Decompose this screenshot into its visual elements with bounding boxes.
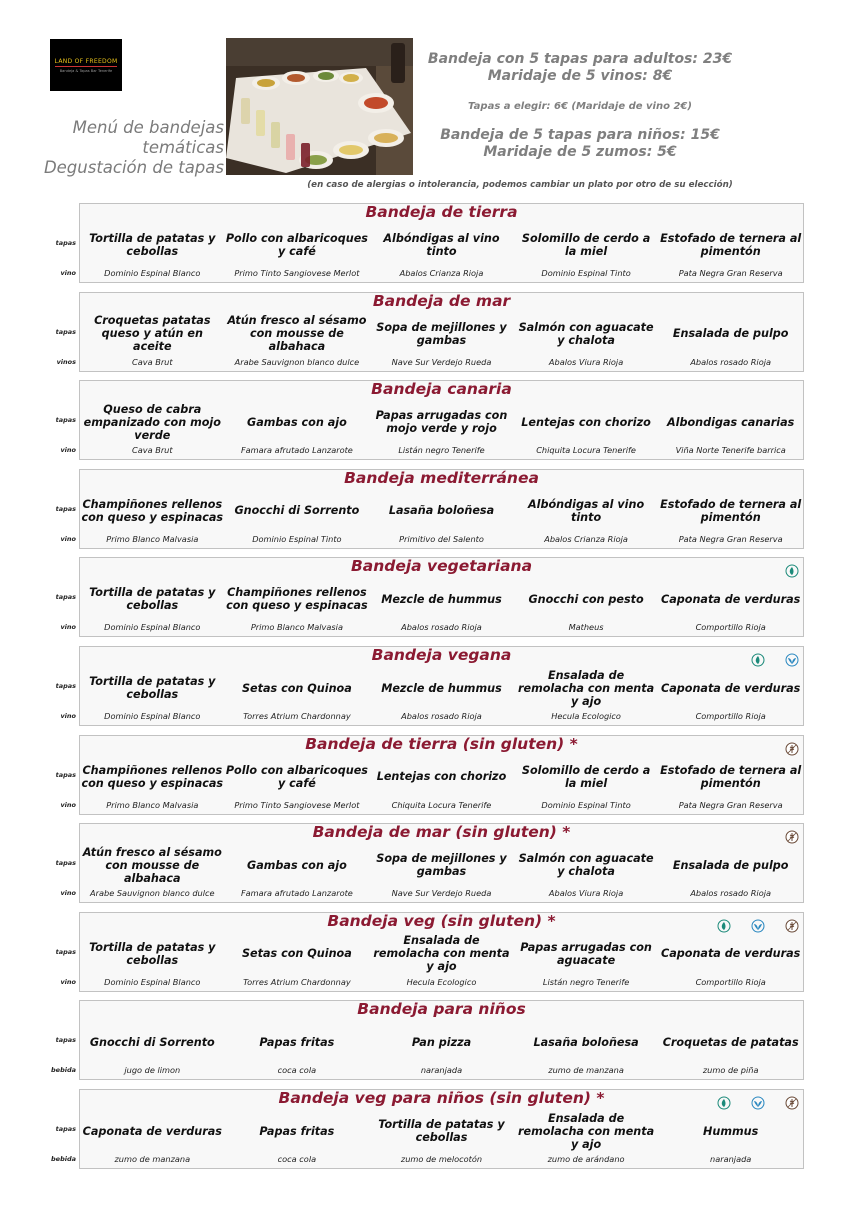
- tapa-item: Gnocchi di Sorrento: [234, 504, 360, 518]
- drink-row: [80, 799, 803, 812]
- tapas-row-label: tapas: [55, 1036, 76, 1045]
- tapas-row-label: tapas: [55, 593, 76, 602]
- tapa-item: Estofado de ternera al pimentón: [660, 232, 802, 258]
- choose-price: Tapas a elegir: 6€ (Maridaje de vino 2€): [468, 101, 692, 112]
- tapa-item: Tortilla de patatas y cebollas: [89, 586, 216, 613]
- drink-item: Dominio Espinal Tinto: [541, 799, 631, 810]
- drink-row: [80, 621, 803, 634]
- drink-item: Abalos rosado Rioja: [690, 356, 772, 367]
- tray: [51, 1089, 804, 1169]
- logo-title: LAND OF FREEDOM: [54, 57, 118, 65]
- vegetarian-icon: [717, 1095, 731, 1109]
- drink-item: Pata Negra Gran Reserva: [678, 533, 783, 544]
- drink-row-label: bebida: [51, 1155, 76, 1163]
- drink-row: [80, 1064, 803, 1077]
- intro-line-3: Degustación de tapas: [43, 158, 224, 177]
- drink-item: Listán negro Tenerife: [398, 445, 485, 456]
- tray: [55, 468, 804, 549]
- diet-badges: [765, 829, 799, 843]
- tapa-item: Champiñones rellenos con queso y espinacas: [81, 763, 224, 790]
- tapa-item: Setas con Quinoa: [241, 681, 352, 695]
- tapa-item: Ensalada de pulpo: [672, 327, 789, 341]
- tapa-item: Solomillo de cerdo a la miel: [521, 232, 651, 258]
- drink-row: [80, 1153, 803, 1166]
- tapa-item: Croquetas patatas queso y atún en aceite: [94, 314, 211, 354]
- tray-title: Bandeja de mar: [372, 291, 511, 310]
- tapa-item: Caponata de verduras: [82, 1124, 222, 1138]
- diet-badges: [697, 918, 799, 932]
- tapa-item: Estofado de ternera al pimentón: [660, 763, 802, 790]
- diet-badges: [731, 652, 799, 666]
- tapa-item: Salmón con aguacate y chalota: [518, 320, 654, 347]
- drink-item: Abalos Crianza Rioja: [399, 268, 484, 278]
- drink-row-label: vino: [60, 446, 76, 455]
- drink-item: Cava Brut: [132, 445, 173, 456]
- tapa-item: Tortilla de patatas y cebollas: [378, 1118, 505, 1144]
- tapa-item: Ensalada de pulpo: [672, 858, 789, 872]
- drink-item: Viña Norte Tenerife barrica: [675, 445, 786, 456]
- tapa-item: Papas arrugadas con mojo verde y rojo: [375, 409, 508, 436]
- tapa-item: Queso de cabra empanizado con mojo verde: [83, 402, 221, 442]
- drink-row: [80, 976, 803, 989]
- tray-title: Bandeja de tierra: [365, 203, 518, 221]
- gluten-free-icon: [785, 741, 799, 755]
- vegetarian-icon: [785, 563, 799, 577]
- tapas-row: [80, 1025, 803, 1059]
- logo: [50, 39, 122, 91]
- drink-item: Abalos Viura Rioja: [548, 888, 624, 899]
- drink-item: Comportillo Rioja: [695, 976, 766, 987]
- drink-item: Chiquita Locura Tenerife: [536, 445, 636, 456]
- drink-item: Chiquita Locura Tenerife: [391, 799, 492, 810]
- drink-row: [80, 267, 803, 280]
- drink-item: Comportillo Rioja: [695, 711, 766, 721]
- tapa-item: Lentejas con chorizo: [376, 770, 507, 784]
- drink-item: Nave Sur Verdejo Rueda: [391, 356, 492, 367]
- tapa-item: Atún fresco al sésamo con mousse de albahaca: [82, 845, 222, 885]
- drink-item: Hecula Ecologico: [551, 711, 621, 721]
- drink-row-label: vinos: [56, 357, 76, 366]
- tapa-item: Champiñones rellenos con queso y espinacas: [81, 497, 224, 524]
- tapa-item: Salmón con aguacate y chalota: [518, 852, 654, 879]
- allergy-note: (en caso de alergias o intolerancia, podemos cambiar un plato por otro de su elección): [307, 180, 733, 190]
- drink-item: Famara afrutado Lanzarote: [240, 888, 353, 899]
- tapas-row-label: tapas: [55, 859, 76, 868]
- tray: [55, 734, 804, 815]
- logo-subtitle: Bandeja & Tapas Bar Tenerife: [59, 68, 113, 73]
- vegan-icon: [751, 918, 765, 932]
- drink-item: Abalos Viura Rioja: [548, 356, 624, 367]
- tapa-item: Albóndigas al vino tinto: [383, 232, 500, 258]
- tapa-item: Lasaña boloñesa: [533, 1035, 639, 1049]
- drink-item: Pata Negra Gran Reserva: [678, 799, 783, 810]
- diet-badges: [765, 741, 799, 755]
- tapa-item: Ensalada de remolacha con menta y ajo: [517, 668, 655, 708]
- drink-item: Matheus: [568, 622, 604, 633]
- menu-intro: [44, 118, 224, 178]
- tapas-row: [80, 934, 803, 974]
- tapas-row: [80, 582, 803, 616]
- drink-item: zumo de manzana: [548, 1065, 624, 1076]
- tray-title: Bandeja veg para niños (sin gluten) *: [278, 1089, 605, 1107]
- drink-item: Primo Tinto Sangiovese Merlot: [234, 799, 360, 810]
- tapas-row: [80, 314, 803, 354]
- tapa-item: Albóndigas al vino tinto: [527, 497, 645, 524]
- drink-item: zumo de arándano: [547, 1154, 625, 1164]
- tapas-row-label: tapas: [55, 770, 76, 779]
- drink-item: Abalos rosado Rioja: [401, 622, 482, 633]
- tapa-item: Gnocchi di Sorrento: [89, 1035, 215, 1049]
- drink-item: coca cola: [277, 1154, 317, 1164]
- tapa-item: Mezcle de hummus: [381, 592, 502, 606]
- drink-row-label: vino: [60, 623, 76, 632]
- adult-wine-price: Maridaje de 5 vinos: 8€: [487, 68, 673, 84]
- tray-title: Bandeja de tierra (sin gluten) *: [305, 734, 578, 753]
- drink-row-label: vino: [60, 800, 76, 809]
- tray-title: Bandeja vegetariana: [350, 557, 533, 576]
- tapas-row-label: tapas: [55, 947, 76, 956]
- drink-item: Torres Atrium Chardonnay: [243, 711, 351, 721]
- gluten-free-icon: [785, 1095, 799, 1109]
- drink-row: [80, 533, 803, 546]
- tapa-item: Papas fritas: [259, 1124, 335, 1138]
- tapa-item: Lasaña boloñesa: [388, 504, 495, 518]
- kids-prices: [410, 127, 750, 161]
- tapas-row-label: tapas: [55, 416, 76, 425]
- tapas-row: [80, 668, 803, 708]
- diet-badges: [765, 563, 799, 577]
- drink-item: Dominio Espinal Blanco: [104, 976, 201, 987]
- tray: [55, 380, 804, 460]
- tapa-item: Tortilla de patatas y cebollas: [89, 940, 216, 967]
- drink-item: zumo de manzana: [114, 1154, 191, 1164]
- vegetarian-icon: [717, 918, 731, 932]
- tapas-row-label: tapas: [55, 327, 76, 336]
- drink-item: Cava Brut: [132, 356, 173, 367]
- gluten-free-icon: [785, 918, 799, 932]
- drink-item: Dominio Espinal Blanco: [104, 622, 201, 633]
- tray: [51, 1000, 804, 1080]
- tray-title: Bandeja veg (sin gluten) *: [327, 911, 556, 930]
- tapa-item: Albondigas canarias: [666, 415, 795, 429]
- tapa-item: Mezcle de hummus: [381, 681, 502, 695]
- tapa-item: Estofado de ternera al pimentón: [660, 497, 802, 524]
- drink-row-label: vino: [60, 712, 76, 720]
- drink-item: Primo Blanco Malvasia: [250, 622, 343, 633]
- tapa-item: Papas arrugadas con aguacate: [520, 940, 652, 967]
- tapa-item: Hummus: [703, 1124, 759, 1138]
- drink-item: Dominio Espinal Tinto: [541, 268, 631, 278]
- tapa-item: Atún fresco al sésamo con mousse de albahaca: [227, 314, 367, 354]
- tapas-row: [80, 494, 803, 528]
- gluten-free-icon: [785, 829, 799, 843]
- tapas-row: [80, 402, 803, 442]
- drink-item: Abalos rosado Rioja: [401, 711, 482, 721]
- tapa-item: Setas con Quinoa: [241, 947, 352, 961]
- drink-item: Pata Negra Gran Reserva: [678, 268, 783, 278]
- adult-prices: [410, 51, 750, 85]
- drink-item: Nave Sur Verdejo Rueda: [391, 888, 492, 899]
- adult-tray-price: Bandeja con 5 tapas para adultos: 23€: [427, 51, 733, 67]
- drink-item: coca cola: [277, 1065, 317, 1076]
- tray: [55, 203, 804, 283]
- tapa-item: Tortilla de patatas y cebollas: [89, 675, 216, 701]
- tray: [55, 646, 804, 726]
- drink-item: jugo de limon: [124, 1065, 181, 1076]
- drink-item: Comportillo Rioja: [695, 622, 766, 633]
- vegan-icon: [751, 1095, 765, 1109]
- drink-item: Famara afrutado Lanzarote: [240, 445, 353, 456]
- drink-item: zumo de melocotón: [400, 1154, 483, 1164]
- tapas-row: [80, 760, 803, 794]
- drink-item: zumo de piña: [702, 1065, 759, 1076]
- drink-item: Abalos rosado Rioja: [690, 888, 772, 899]
- tapa-item: Gambas con ajo: [247, 858, 347, 872]
- tapa-item: Ensalada de remolacha con menta y ajo: [373, 934, 510, 974]
- tapa-item: Tortilla de patatas y cebollas: [89, 232, 216, 258]
- intro-line-1: Menú de bandejas: [72, 118, 224, 137]
- drink-row-label: bebida: [51, 1066, 76, 1075]
- drink-item: Primo Blanco Malvasia: [106, 533, 199, 544]
- drink-row: [80, 710, 803, 723]
- drink-row: [80, 356, 803, 369]
- tapas-row: [80, 1111, 803, 1151]
- tapas-row: [80, 845, 803, 885]
- tapa-item: Sopa de mejillones y gambas: [376, 852, 507, 879]
- drink-item: Dominio Espinal Blanco: [104, 268, 201, 278]
- drink-item: Primo Tinto Sangiovese Merlot: [234, 268, 360, 278]
- tapa-item: Solomillo de cerdo a la miel: [521, 763, 651, 790]
- tapas-row-label: tapas: [55, 1125, 76, 1133]
- tray: [55, 557, 804, 637]
- drink-row: [80, 444, 803, 457]
- drink-item: Abalos Crianza Rioja: [544, 533, 628, 544]
- tapa-item: Gambas con ajo: [247, 415, 347, 429]
- drink-row-label: vino: [60, 977, 76, 986]
- tray-title: Bandeja de mar (sin gluten) *: [312, 823, 571, 842]
- tapa-item: Croquetas de patatas: [662, 1035, 799, 1049]
- tray-title: Bandeja canaria: [371, 380, 512, 399]
- tray-title: Bandeja mediterránea: [344, 468, 539, 487]
- vegetarian-icon: [751, 652, 765, 666]
- drink-item: Dominio Espinal Tinto: [252, 533, 342, 544]
- tapa-item: Pan pizza: [411, 1035, 472, 1049]
- kids-juice-price: Maridaje de 5 zumos: 5€: [483, 144, 677, 160]
- drink-row: [80, 887, 803, 900]
- tapa-item: Pollo con albaricoques y café: [225, 232, 368, 258]
- drink-item: Arabe Sauvignon blanco dulce: [234, 356, 360, 367]
- drink-row-label: vino: [60, 534, 76, 543]
- tray: [55, 911, 804, 992]
- tapas-photo: [226, 38, 413, 175]
- drink-item: naranjada: [710, 1154, 752, 1164]
- tray: [55, 823, 804, 903]
- tray: [55, 291, 804, 372]
- tapa-item: Caponata de verduras: [660, 592, 801, 606]
- tapa-item: Pollo con albaricoques y café: [225, 763, 368, 790]
- tapa-item: Caponata de verduras: [660, 947, 801, 961]
- drink-item: Hecula Ecologico: [406, 976, 477, 987]
- tapa-item: Caponata de verduras: [660, 681, 801, 695]
- intro-line-2: temáticas: [142, 138, 224, 157]
- drink-item: Primitivo del Salento: [399, 533, 484, 544]
- tapas-photo-illustration: [226, 38, 413, 175]
- tapa-item: Papas fritas: [259, 1035, 335, 1049]
- drink-item: naranjada: [420, 1065, 463, 1076]
- tray-title: Bandeja vegana: [371, 646, 512, 664]
- drink-item: Arabe Sauvignon blanco dulce: [90, 888, 215, 899]
- tapa-item: Champiñones rellenos con queso y espinacas: [226, 586, 368, 613]
- tapa-item: Ensalada de remolacha con menta y ajo: [517, 1111, 655, 1151]
- vegan-icon: [785, 652, 799, 666]
- drink-item: Dominio Espinal Blanco: [104, 711, 201, 721]
- tapas-row: [80, 228, 803, 262]
- tapas-row-label: tapas: [55, 682, 76, 690]
- drink-item: Listán negro Tenerife: [542, 976, 630, 987]
- tapas-row-label: tapas: [55, 239, 76, 247]
- tapa-item: Sopa de mejillones y gambas: [376, 320, 507, 347]
- diet-badges: [697, 1095, 799, 1109]
- kids-tray-price: Bandeja de 5 tapas para niños: 15€: [440, 127, 720, 143]
- drink-item: Primo Blanco Malvasia: [106, 799, 199, 810]
- drink-row-label: vino: [60, 269, 76, 277]
- tapas-row-label: tapas: [55, 504, 76, 513]
- tapa-item: Gnocchi con pesto: [528, 592, 644, 606]
- tray-title: Bandeja para niños: [357, 1000, 526, 1019]
- drink-item: Torres Atrium Chardonnay: [243, 976, 351, 987]
- drink-row-label: vino: [60, 889, 76, 898]
- tapa-item: Lentejas con chorizo: [521, 415, 651, 429]
